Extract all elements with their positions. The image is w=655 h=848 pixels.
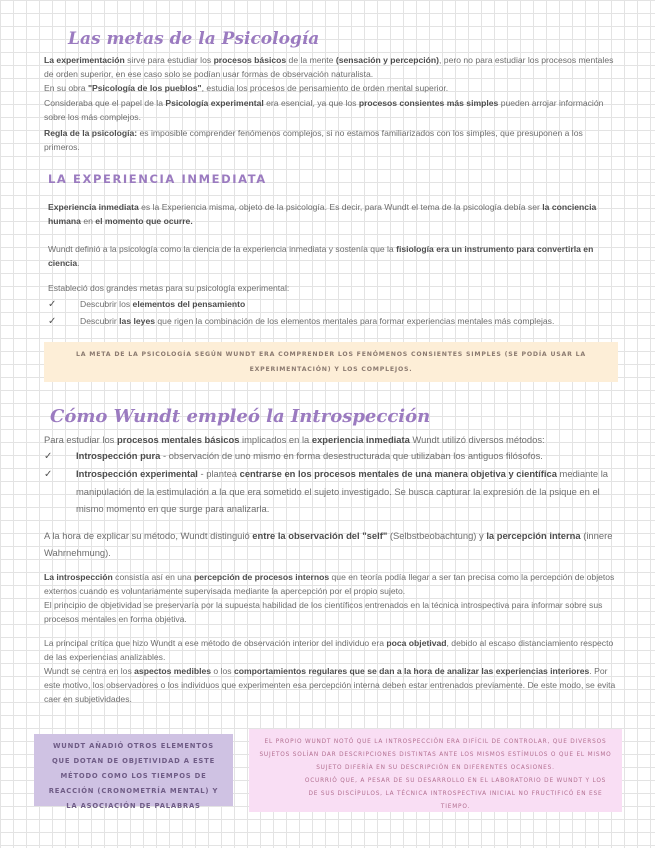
paragraph-psicologia-experimental: Consideraba que el papel de la Psicología experimental era esencial, ya que los procesos consientes más simples pueden arrojar información sobre los más complejos. xyxy=(44,98,604,122)
title-metas: Las metas de la Psicología xyxy=(68,29,320,49)
check-icon: ✓ xyxy=(48,299,57,310)
paragraph-metodos: Para estudiar los procesos mentales básicos implicados en la experiencia inmediata Wundt utilizó diversos métodos: xyxy=(44,434,545,445)
title-introspeccion: Cómo Wundt empleó la Introspección xyxy=(50,406,431,427)
box-tiempos-reaccion: WUNDT AÑADIÓ OTROS ELEMENTOS QUE DOTAN DE OBJETIVIDAD A ESTE MÉTODO COMO LOS TIEMPOS DE REACCIÓN (CRONOMETRÍA MENTAL) Y LA ASOCIACIÓN DE PALABRAS xyxy=(34,734,233,806)
section-metas xyxy=(44,53,614,154)
check-icon: ✓ xyxy=(44,469,53,480)
section-introspeccion xyxy=(44,432,616,706)
check-icon: ✓ xyxy=(44,451,53,462)
check-item-leyes: ✓ Descubrir las leyes que rigen la combinación de los elementos mentales para formar experiencias mentales más complejas. xyxy=(48,316,555,327)
section-experiencia xyxy=(48,200,614,329)
check-item-elementos: ✓ Descubrir los elementos del pensamiento xyxy=(48,299,246,310)
paragraph-critica: La principal crítica que hizo Wundt a ese método de observación interior del individuo era poca objetivad, debido al escaso distanciamiento respecto de las experiencias analizables. xyxy=(44,638,614,662)
paragraph-regla: Regla de la psicología: es imposible comprender fenómenos complejos, si no estamos familiarizados con los simples, que presuponen a los primeros. xyxy=(44,128,583,152)
box-critica-introspeccion xyxy=(249,729,622,812)
paragraph-experiencia-inmediata: Experiencia inmediata es la Experiencia misma, objeto de la psicología. Es decir, para Wundt el tema de la psicología debía ser la conciencia humana en el momento que ocurre. xyxy=(48,202,597,226)
check-item-introspeccion-experimental: ✓ Introspección experimental - plantea centrarse en los procesos mentales de una manera objetiva y científica mediante la manipulación de la estimulación a la que era sometido el sujeto investigado. Se busca capturar la expresión de la psique en el mismo momento en que surge para analizarla. xyxy=(44,468,609,514)
paragraph-metas: Estableció dos grandes metas para su psicología experimental: xyxy=(48,283,290,293)
box-text-ocurrio: OCURRIÓ QUE, A PESAR DE SU DESARROLLO EN EL LABORATORIO DE WUNDT Y LOS DE SUS DISCÍPULOS, LA TÉCNICA INTROSPECTIVA INICIAL NO FRUCTIFICÓ EN ESE TIEMPO. xyxy=(304,778,607,810)
paragraph-wundt-definio: Wundt definió a la psicología como la ciencia de la experiencia inmediata y sostenía que la fisiología era un instrumento para convertirla en ciencia. xyxy=(48,244,594,268)
paragraph-distinguio: A la hora de explicar su método, Wundt distinguió entre la observación del "self" (Selbstbeobachtung) y la percepción interna (innere Wahrnehmung). xyxy=(44,530,613,558)
title-experiencia-inmediata: LA EXPERIENCIA INMEDIATA xyxy=(48,172,267,186)
paragraph-obra: En su obra "Psicología de los pueblos", estudia los procesos de pensamiento de orden mental superior. xyxy=(44,83,449,93)
paragraph-objetividad: El principio de objetividad se preservaría por la supuesta habilidad de los científicos entrenados en la técnica introspectiva para informar sobre sus procesos mentales en forma objetiva. xyxy=(44,600,603,624)
check-icon: ✓ xyxy=(48,316,57,327)
box-text-dificil: EL PROPIO WUNDT NOTÓ QUE LA INTROSPECCIÓN ERA DIFÍCIL DE CONTROLAR, QUE DIVERSOS SUJETOS SOLÍAN DAR DESCRIPCIONES DISTINTAS ANTE LOS MISMOS ESTÍMULOS O QUE EL MISMO SUJETO DIFERÍA EN SU DESCRIPCIÓN EN DIFERENTES OCASIONES. xyxy=(259,739,612,771)
check-item-introspeccion-pura: ✓ Introspección pura - observación de uno mismo en forma desestructurada que utilizaban los antiguos filósofos. xyxy=(44,448,616,465)
highlight-box-meta: LA META DE LA PSICOLOGÍA SEGÚN WUNDT ERA COMPRENDER LOS FENÓMENOS CONSIENTES SIMPLES (SE PODÍA USAR LA EXPERIMENTACIÓN) Y LOS COMPLEJOS. xyxy=(44,342,618,382)
paragraph-medibles: Wundt se centra en los aspectos medibles o los comportamientos regulares que se dan a la hora de analizar las experiencias interiores. Por este motivo, los observadores o los individuos que experimenten esa percepción interna deben estar entrenados previamente. De este modo, se evita caer en subjetividades. xyxy=(44,666,616,704)
paragraph-introspeccion: La introspección consistía así en una percepción de procesos internos que en teoría podía llegar a ser tan precisa como la percepción de objetos externos cuando es voluntariamente supervisada mediante la apercepción por el propio sujeto. xyxy=(44,572,615,596)
paragraph-experimentacion: La experimentación sirve para estudiar los procesos básicos de la mente (sensación y percepción), pero no para estudiar los procesos mentales de orden superior, en ese caso solo se podían usar formas de observación naturalista. xyxy=(44,55,614,79)
